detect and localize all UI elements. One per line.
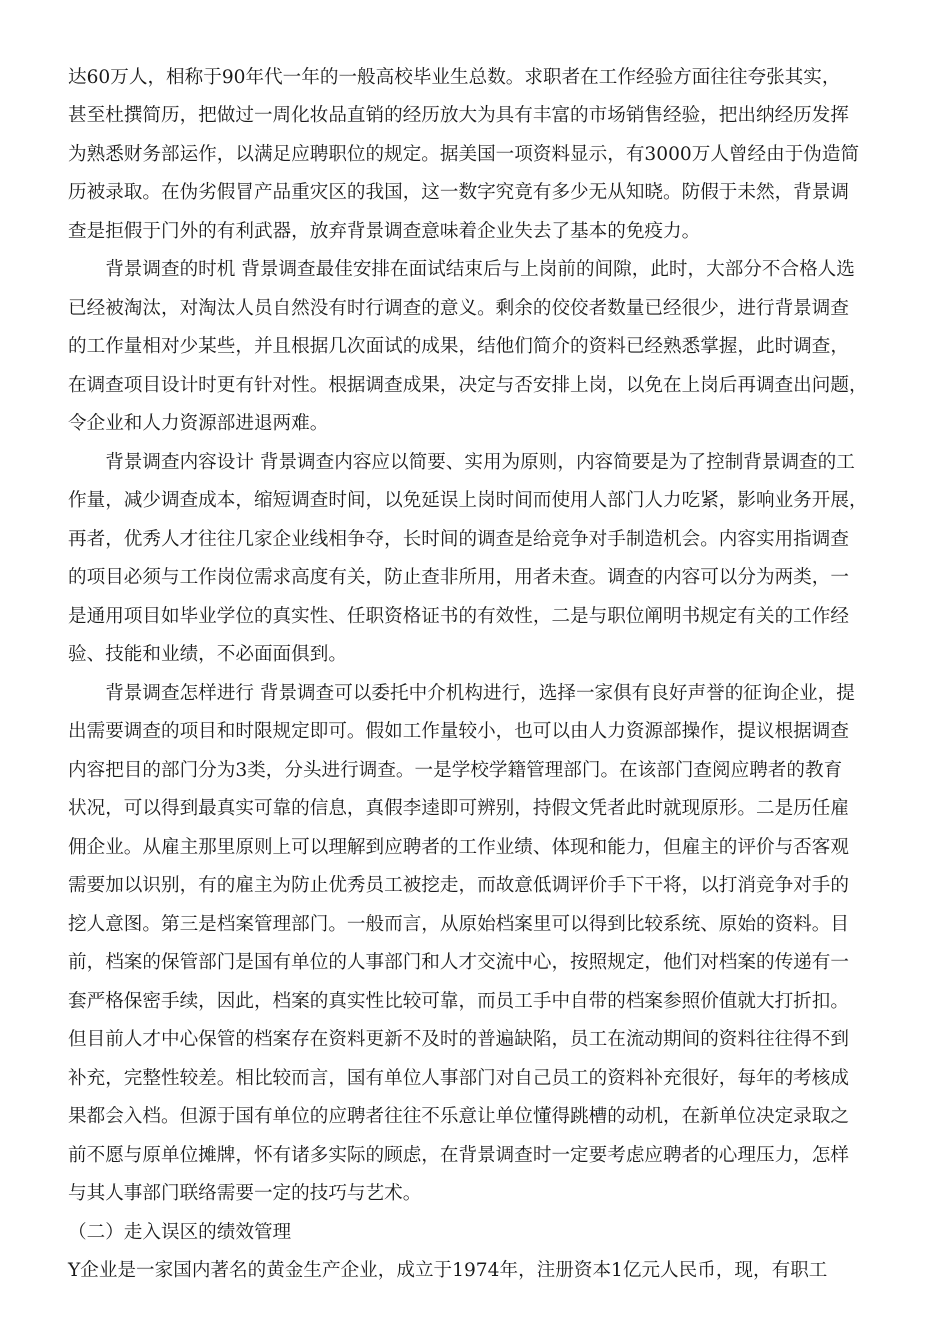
text-line: 佣企业。从雇主那里原则上可以理解到应聘者的工作业绩、体现和能力，但雇主的评价与否客观 xyxy=(68,837,849,858)
text-line: 挖人意图。第三是档案管理部门。一般而言，从原始档案里可以得到比较系统、原始的资料。目 xyxy=(68,914,849,935)
text-line: 的工作量相对少某些，并且根据几次面试的成果，结他们简介的资料已经熟悉掌握，此时调查， xyxy=(68,336,849,357)
text-line: 需要加以识别，有的雇主为防止优秀员工被挖走，而故意低调评价手下干将，以打消竞争对手的 xyxy=(68,875,849,896)
text-line: 历被录取。在伪劣假冒产品重灾区的我国，这一数字究竟有多少无从知晓。防假于未然，背景调 xyxy=(68,182,849,203)
text-line: 甚至杜撰简历，把做过一周化妆品直销的经历放大为具有丰富的市场销售经验，把出纳经历发挥 xyxy=(68,105,849,126)
text-line: 但目前人才中心保管的档案存在资料更新不及时的普遍缺陷，员工在流动期间的资料往往得不到 xyxy=(68,1029,849,1050)
text-line: 果都会入档。但源于国有单位的应聘者往往不乐意让单位懂得跳槽的动机，在新单位决定录取之 xyxy=(68,1106,849,1127)
text-line: 的项目必须与工作岗位需求高度有关，防止查非所用，用者未查。调查的内容可以分为两类，一 xyxy=(68,567,849,588)
text-line: 状况，可以得到最真实可靠的信息，真假李逵即可辨别，持假文凭者此时就现原形。二是历任雇 xyxy=(68,798,849,819)
section-heading: （二）走入误区的绩效管理 xyxy=(68,1222,292,1243)
text-line: 作量，减少调查成本，缩短调查时间，以免延误上岗时间而使用人部门人力吃紧，影响业务开展， xyxy=(68,490,868,511)
text-line: 背景调查内容设计 背景调查内容应以简要、实用为原则，内容简要是为了控制背景调查的工 xyxy=(68,452,855,473)
text-line: 再者，优秀人才往往几家企业线相争夺，长时间的调查是给竞争对手制造机会。内容实用指调查 xyxy=(68,529,849,550)
text-line: 已经被淘汰，对淘汰人员自然没有时行调查的意义。剩余的佼佼者数量已经很少，进行背景调查 xyxy=(68,298,849,319)
text-line: 达60万人，相称于90年代一年的一般高校毕业生总数。求职者在工作经验方面往往夸张其实， xyxy=(68,67,841,88)
text-line: 在调查项目设计时更有针对性。根据调查成果，决定与否安排上岗，以免在上岗后再调查出问题， xyxy=(68,375,868,396)
text-line: 背景调查怎样进行 背景调查可以委托中介机构进行，选择一家俱有良好声誉的征询企业，提 xyxy=(68,683,855,704)
text-line: 补充，完整性较差。相比较而言，国有单位人事部门对自己员工的资料补充很好，每年的考核成 xyxy=(68,1068,849,1089)
text-line: 令企业和人力资源部进退两难。 xyxy=(68,413,329,434)
text-line: 背景调查的时机 背景调查最佳安排在面试结束后与上岗前的间隙，此时，大部分不合格人选 xyxy=(68,259,855,280)
text-line: 为熟悉财务部运作，以满足应聘职位的规定。据美国一项资料显示，有3000万人曾经由于伪造简 xyxy=(68,144,860,165)
text-line: 是通用项目如毕业学位的真实性、任职资格证书的有效性，二是与职位阐明书规定有关的工作经 xyxy=(68,606,849,627)
text-line: 查是拒假于门外的有利武器，放弃背景调查意味着企业失去了基本的免疫力。 xyxy=(68,221,701,242)
text-line: Y企业是一家国内著名的黄金生产企业，成立于1974年，注册资本1亿元人民币，现，有职工 xyxy=(68,1260,828,1281)
text-line: 前不愿与原单位摊牌，怀有诸多实际的顾虑，在背景调查时一定要考虑应聘者的心理压力，怎样 xyxy=(68,1145,849,1166)
text-line: 出需要调查的项目和时限规定即可。假如工作量较小，也可以由人力资源部操作，提议根据调查 xyxy=(68,721,849,742)
text-line: 套严格保密手续，因此，档案的真实性比较可靠，而员工手中自带的档案参照价值就大打折扣。 xyxy=(68,991,849,1012)
text-line: 前，档案的保管部门是国有单位的人事部门和人才交流中心，按照规定，他们对档案的传递有一 xyxy=(68,952,849,973)
text-line: 验、技能和业绩，不必面面俱到。 xyxy=(68,644,347,665)
text-line: 与其人事部门联络需要一定的技巧与艺术。 xyxy=(68,1183,422,1204)
text-line: 内容把目的部门分为3类，分头进行调查。一是学校学籍管理部门。在该部门查阅应聘者的教育 xyxy=(68,760,843,781)
